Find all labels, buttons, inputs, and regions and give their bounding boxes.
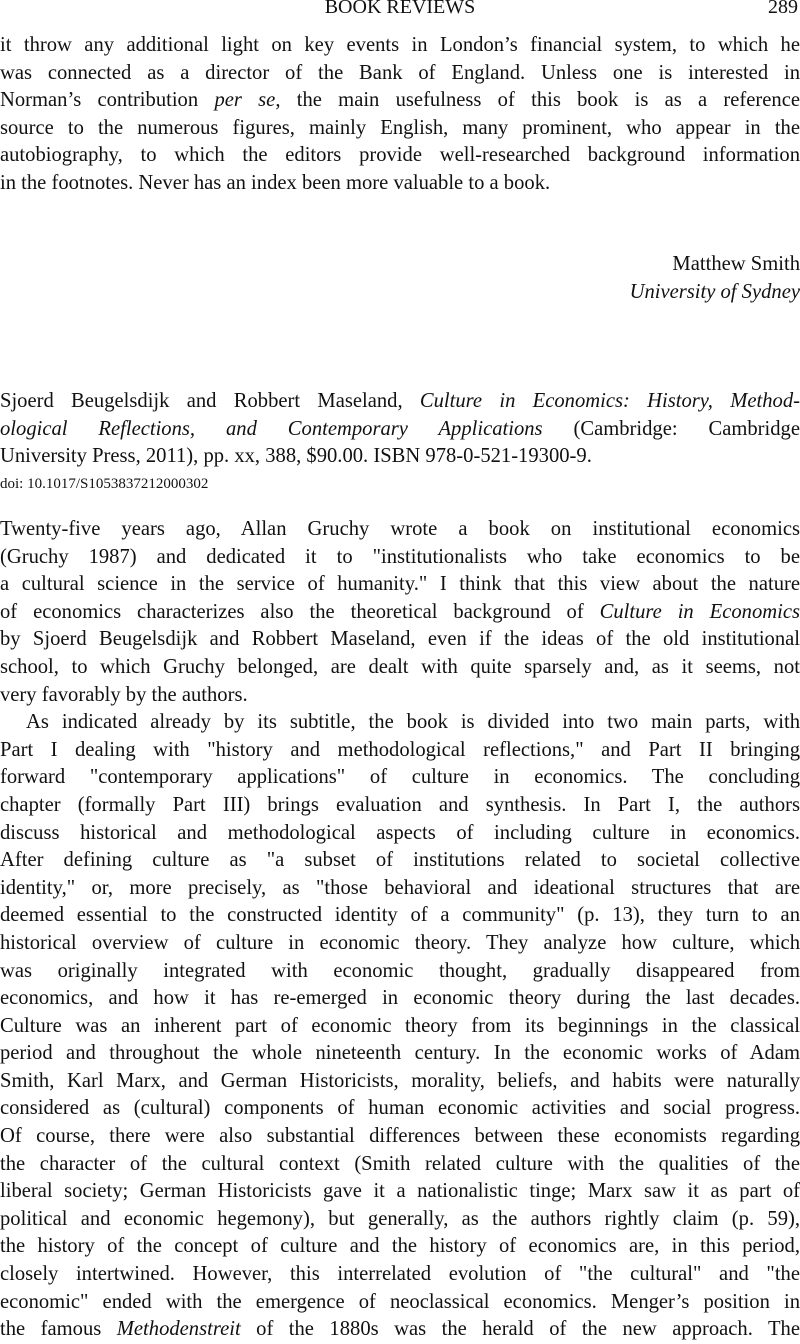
text-run: it throw any additional light on key events in London’s financial system, to which he (0, 34, 800, 56)
text-run: chapter (formally Part III) brings evaluation and synthesis. In Part I, the authors (0, 793, 800, 816)
text-run: , the main usefulness of this book is as a reference (275, 89, 800, 112)
text-line (0, 792, 800, 820)
text-line (0, 1206, 800, 1234)
text-line (0, 32, 800, 60)
text-run: school, to which Gruchy belonged, are dealt with quite sparsely and, as it seems, not (0, 655, 800, 678)
text-run: discuss historical and methodological aspects of including culture in economics. (0, 821, 800, 844)
book-citation (0, 388, 800, 471)
text-run: considered as (cultural) components of human economic activities and social progress. (0, 1097, 800, 1120)
text-line (0, 142, 800, 170)
text-run: Smith, Karl Marx, and German Historicists, morality, beliefs, and habits were naturally (0, 1069, 800, 1092)
text-run: the character of the cultural context (Smith related culture with the qualities of the (0, 1152, 800, 1175)
text-run: Of course, there were also substantial differences between these economists regarding (0, 1125, 800, 1148)
text-run: (Gruchy 1987) and dedicated it to "institutionalists who take economics to be (0, 545, 800, 568)
text-line (0, 902, 800, 930)
text-run: by Sjoerd Beugelsdijk and Robbert Maseland, even if the ideas of the old institutional (0, 628, 800, 651)
text-run: Twenty-five years ago, Allan Gruchy wrote a book on institutional economics (0, 518, 800, 540)
reviewer-name: Matthew Smith (672, 253, 800, 275)
text-run: political and economic hegemony), but generally, as the authors rightly claim (p. 59), (0, 1207, 800, 1230)
text-line (0, 737, 800, 765)
text-line (0, 516, 800, 544)
text-line (0, 1151, 800, 1179)
paragraph (0, 516, 800, 709)
text-line (0, 599, 800, 627)
text-run: Norman’s contribution (0, 89, 215, 112)
text-line (0, 60, 800, 88)
text-line (0, 709, 800, 737)
text-run: economics, and how it has re-emerged in economic theory during the last decades. (0, 987, 800, 1010)
text-line (0, 985, 800, 1013)
text-line (0, 820, 800, 848)
text-line (0, 1261, 800, 1289)
text-line (0, 170, 800, 198)
text-run: period and throughout the whole nineteenth century. In the economic works of Adam (0, 1042, 800, 1065)
italic-text: per se (214, 89, 276, 112)
italic-text: Methodenstreit (116, 1318, 241, 1341)
text-run: deemed essential to the constructed identity of a community" (p. 13), they turn to an (0, 904, 800, 927)
text-line (0, 1316, 800, 1344)
reviewer-signature (0, 251, 800, 306)
text-run: (Cambridge: Cambridge (542, 417, 800, 440)
text-line (0, 1068, 800, 1096)
text-line (0, 115, 800, 143)
text-run: was connected as a director of the Bank of England. Unless one is interested in (0, 61, 800, 84)
text-run: closely intertwined. However, this interrelated evolution of "the cultural" and "the (0, 1263, 800, 1286)
text-run: University Press, 2011), pp. xx, 388, $90.00. ISBN 978-0-521-19300-9. (0, 445, 592, 468)
affiliation-text: University of Sydney (629, 280, 800, 303)
previous-review-ending (0, 32, 800, 198)
running-title: BOOK REVIEWS (324, 0, 476, 18)
text-line (0, 443, 800, 471)
text-run: very favorably by the authors. (0, 683, 248, 706)
text-run: a cultural science in the service of humanity." I think that this view about the nature (0, 573, 800, 596)
text-line (0, 1178, 800, 1206)
text-run: Sjoerd Beugelsdijk and Robbert Maseland, (0, 390, 420, 412)
text-line (0, 958, 800, 986)
italic-text: Culture in Economics (599, 600, 800, 623)
text-line (0, 626, 800, 654)
text-run: liberal society; German Historicists gave it a nationalistic tinge; Marx saw it as part of (0, 1180, 800, 1203)
text-run: in the footnotes. Never has an index been more valuable to a book. (0, 171, 551, 194)
text-line (0, 875, 800, 903)
text-run: the famous (0, 1318, 117, 1341)
text-line (0, 1289, 800, 1317)
text-run: After defining culture as "a subset of institutions related to societal collective (0, 849, 800, 872)
text-line (0, 416, 800, 444)
paragraph (0, 709, 800, 1344)
italic-text: ological Reflections, and Contemporary Applications (0, 417, 543, 440)
text-run: Part I dealing with "history and methodological reflections," and Part II bringing (0, 738, 800, 761)
italic-text: Culture in Economics: History, Method- (419, 390, 800, 412)
text-line (0, 654, 800, 682)
doi: doi: 10.1017/S1053837212000302 (0, 476, 209, 492)
reviewer-affiliation (0, 279, 800, 307)
text-line (0, 1095, 800, 1123)
text-run: historical overview of culture in economic theory. They analyze how culture, which (0, 931, 800, 954)
text-run: was originally integrated with economic thought, gradually disappeared from (0, 959, 800, 982)
text-line (0, 764, 800, 792)
text-run: forward "contemporary applications" of culture in economics. The concluding (0, 766, 800, 789)
text-line (0, 1233, 800, 1261)
text-run: autobiography, to which the editors provide well-researched background information (0, 144, 800, 167)
text-line (0, 571, 800, 599)
text-run: Culture was an inherent part of economic theory from its beginnings in the classical (0, 1014, 800, 1037)
text-run: source to the numerous figures, mainly English, many prominent, who appear in the (0, 116, 800, 139)
text-line (0, 87, 800, 115)
text-line (0, 544, 800, 572)
running-header (0, 0, 800, 20)
text-line (0, 930, 800, 958)
text-line (0, 1040, 800, 1068)
text-run: the history of the concept of culture and the history of economics are, in this period, (0, 1235, 800, 1258)
text-line (0, 388, 800, 416)
review-body (0, 516, 800, 1344)
text-line (0, 682, 800, 710)
text-run: of economics characterizes also the theoretical background of (0, 600, 600, 623)
text-run: As indicated already by its subtitle, the book is divided into two main parts, with (26, 711, 800, 734)
text-line (0, 847, 800, 875)
page-number: 289 (768, 0, 798, 18)
text-run: identity," or, more precisely, as "those behavioral and ideational structures that are (0, 876, 800, 899)
text-line (0, 1013, 800, 1041)
text-run: of the 1880s was the herald of the new approach. The (240, 1318, 800, 1341)
text-run: economic" ended with the emergence of neoclassical economics. Menger’s position in (0, 1290, 800, 1313)
text-line (0, 1123, 800, 1151)
